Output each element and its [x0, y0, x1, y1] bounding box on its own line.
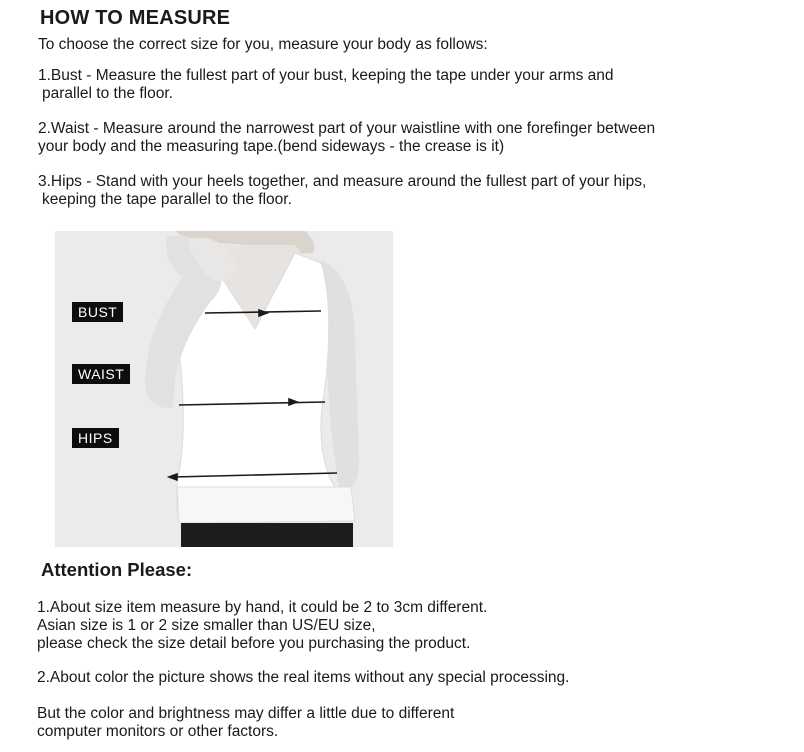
note-color-line1: 2.About color the picture shows the real items without any special processing.	[37, 669, 570, 686]
hips-tape-arrow	[169, 474, 177, 480]
step-waist	[38, 120, 655, 156]
attention-note-size	[37, 599, 487, 653]
step-bust-line2: parallel to the floor.	[42, 85, 173, 102]
step-hips-line1: 3.Hips - Stand with your heels together, and measure around the fullest part of your hips,	[38, 173, 647, 190]
note-size-line2: Asian size is 1 or 2 size smaller than US/EU size,	[37, 617, 376, 634]
page-title: HOW TO MEASURE	[40, 7, 231, 29]
attention-note-monitor	[37, 705, 454, 741]
step-bust-line1: 1.Bust - Measure the fullest part of your bust, keeping the tape under your arms and	[38, 67, 614, 84]
bust-label: BUST	[72, 302, 123, 322]
step-waist-line2: your body and the measuring tape.(bend sideways - the crease is it)	[38, 138, 505, 155]
attention-note-color	[37, 669, 569, 687]
note-size-line3: please check the size detail before you purchasing the product.	[37, 635, 471, 652]
hips-label: HIPS	[72, 428, 119, 448]
step-bust	[38, 67, 614, 103]
model-illustration	[55, 231, 393, 547]
waist-label: WAIST	[72, 364, 130, 384]
intro-text: To choose the correct size for you, measure your body as follows:	[38, 36, 488, 53]
note-monitor-line2: computer monitors or other factors.	[37, 723, 279, 740]
note-monitor-line1: But the color and brightness may differ a little due to different	[37, 705, 455, 722]
step-waist-line1: 2.Waist - Measure around the narrowest part of your waistline with one forefinger between	[38, 120, 656, 137]
hem-layer	[177, 487, 355, 523]
pants	[181, 523, 353, 547]
note-size-line1: 1.About size item measure by hand, it could be 2 to 3cm different.	[37, 599, 488, 616]
step-hips-line2: keeping the tape parallel to the floor.	[42, 191, 292, 208]
attention-title: Attention Please:	[41, 559, 193, 580]
measurement-figure	[55, 231, 393, 547]
step-hips	[38, 173, 646, 209]
